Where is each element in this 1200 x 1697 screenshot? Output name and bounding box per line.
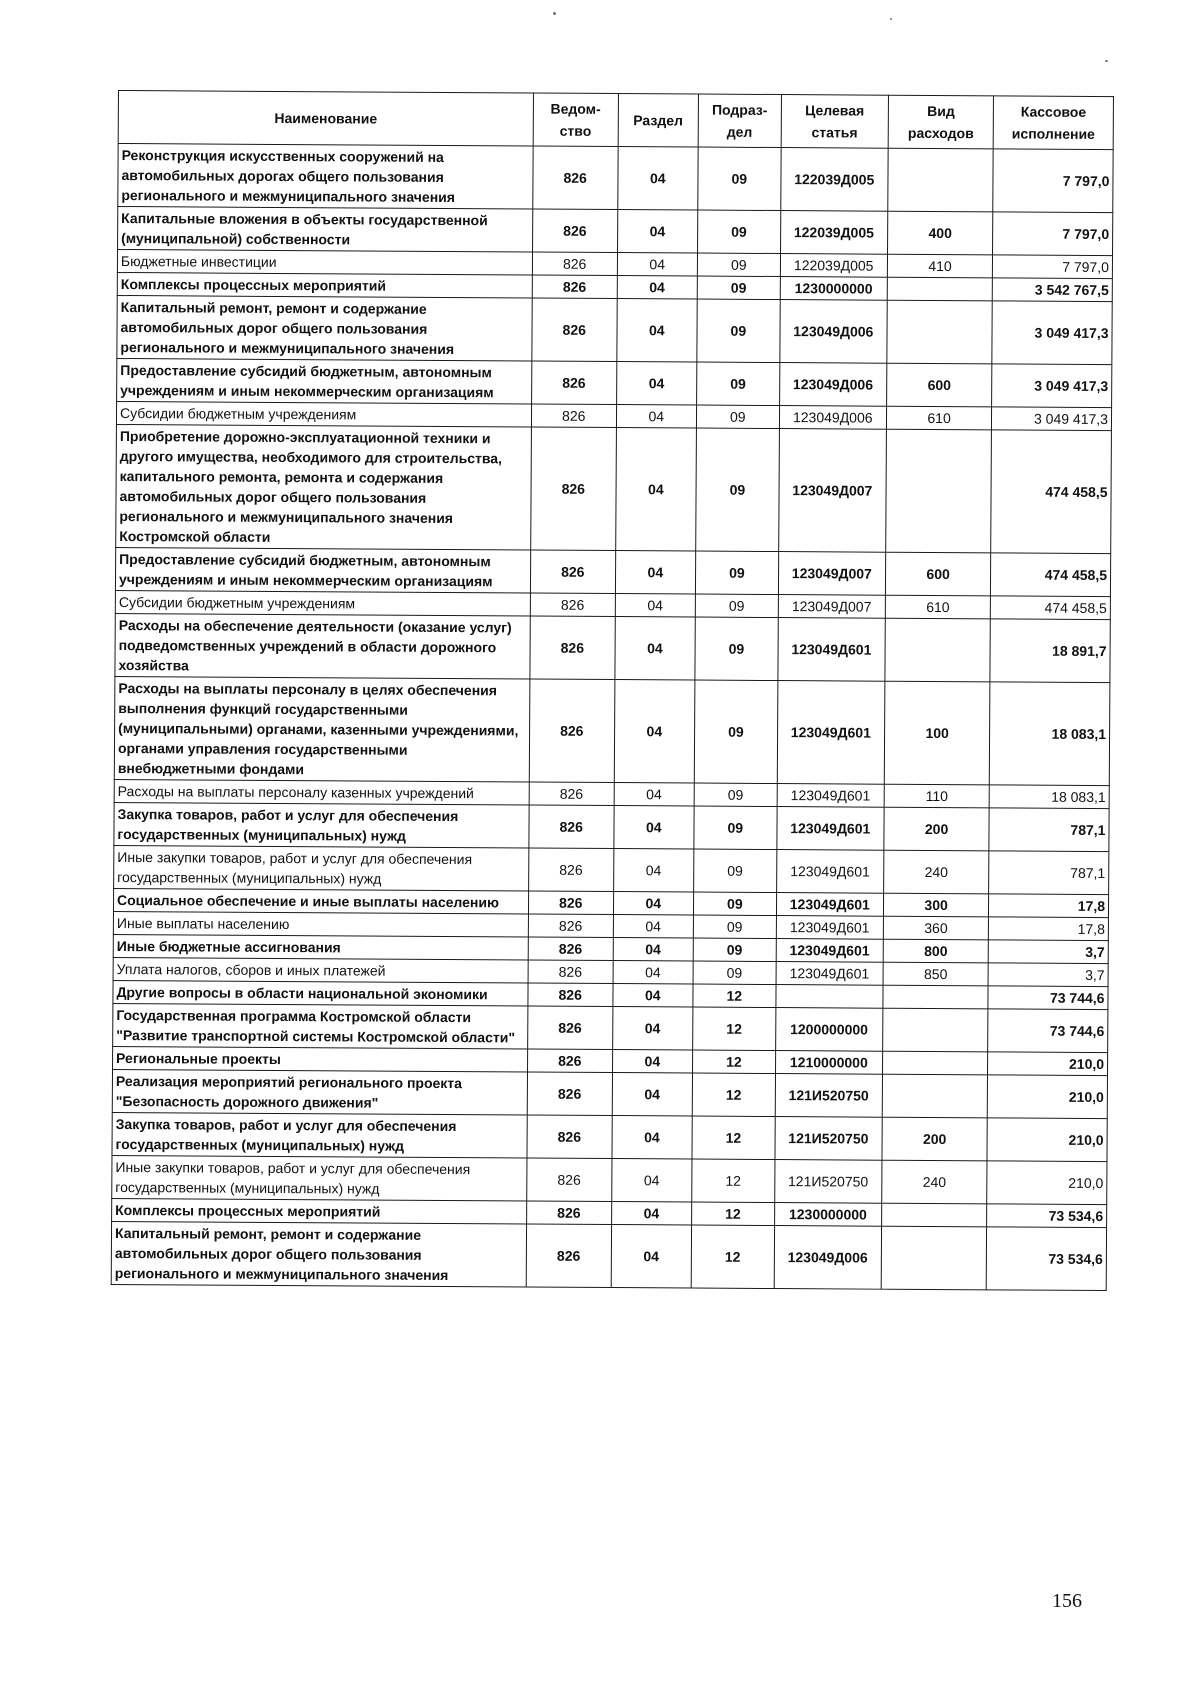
header-vid-raskhodov: Вид расходов — [888, 95, 994, 149]
cell-name: Социальное обеспечение и иные выплаты населению — [113, 888, 528, 914]
header-kassovoe-ispolnenie: Кассовое исполнение — [993, 96, 1113, 150]
cell-vid-raskhodov — [887, 277, 992, 301]
budget-table — [111, 90, 1114, 1291]
cell-vedomstvo: 826 — [528, 937, 613, 961]
cell-razdel: 04 — [614, 617, 695, 680]
cell-celevaya-statya — [776, 985, 883, 1009]
cell-kassovoe-ispolnenie: 474 458,5 — [991, 430, 1112, 554]
cell-name: Уплата налогов, сборов и иных платежей — [113, 957, 528, 983]
cell-podrazdel: 12 — [693, 1007, 776, 1051]
table-row — [116, 424, 1112, 553]
cell-celevaya-statya: 123049Д601 — [777, 784, 884, 808]
cell-kassovoe-ispolnenie: 18 083,1 — [989, 785, 1109, 809]
budget-table-container — [111, 90, 1114, 1291]
cell-kassovoe-ispolnenie: 787,1 — [989, 851, 1109, 895]
cell-celevaya-statya: 121И520750 — [774, 1160, 882, 1204]
cell-podrazdel: 09 — [697, 299, 780, 363]
cell-vid-raskhodov: 600 — [885, 552, 991, 596]
cell-kassovoe-ispolnenie: 210,0 — [987, 1118, 1107, 1162]
cell-celevaya-statya: 123049Д601 — [776, 850, 884, 894]
cell-name: Приобретение дорожно-эксплуатационной техники и другого имущества, необходимого для строительства, капитального ремонта, ремонта и содержания автомобильных дорог общего пользования регионального и межмуниципального значения Костромской области — [116, 424, 532, 550]
header-name: Наименование — [118, 91, 533, 147]
table-body — [111, 144, 1113, 1291]
cell-name: Капитальный ремонт, ремонт и содержание автомобильных дорог общего пользования регионального и межмуниципального значения — [117, 295, 532, 361]
cell-name: Капитальный ремонт, ремонт и содержание автомобильных дорог общего пользования регионального и межмуниципального значения — [111, 1221, 526, 1287]
cell-podrazdel: 12 — [693, 984, 776, 1008]
cell-name: Государственная программа Костромской области "Развитие транспортной системы Костромской области" — [113, 1003, 528, 1049]
table-header-row — [118, 91, 1113, 150]
cell-celevaya-statya: 123049Д006 — [779, 363, 887, 407]
cell-celevaya-statya: 123049Д006 — [779, 300, 887, 364]
cell-vid-raskhodov: 400 — [887, 211, 993, 255]
cell-celevaya-statya: 123049Д006 — [779, 406, 886, 430]
cell-vedomstvo: 826 — [529, 805, 614, 849]
scan-speck — [553, 12, 556, 15]
cell-vid-raskhodov: 610 — [885, 595, 990, 619]
table-row — [117, 295, 1112, 364]
cell-vid-raskhodov: 100 — [884, 681, 990, 785]
cell-razdel: 04 — [616, 362, 697, 405]
cell-name: Предоставление субсидий бюджетным, автономным учреждениям и иным некоммерческим организациям — [117, 358, 532, 404]
cell-podrazdel: 12 — [693, 1050, 776, 1074]
table-row — [112, 1155, 1107, 1204]
cell-vid-raskhodov: 610 — [886, 406, 991, 430]
cell-podrazdel: 09 — [694, 892, 777, 916]
cell-razdel: 04 — [617, 210, 698, 253]
cell-vid-raskhodov: 240 — [884, 850, 990, 894]
cell-razdel: 04 — [614, 680, 695, 783]
cell-podrazdel: 09 — [693, 915, 776, 939]
cell-celevaya-statya: 1230000000 — [774, 1203, 881, 1227]
table-row — [111, 1221, 1106, 1290]
cell-razdel: 04 — [613, 892, 694, 915]
cell-vedomstvo: 826 — [529, 679, 614, 783]
cell-vedomstvo: 826 — [531, 427, 616, 551]
cell-vid-raskhodov: 360 — [883, 916, 988, 940]
cell-vid-raskhodov — [881, 1226, 987, 1290]
cell-kassovoe-ispolnenie: 73 744,6 — [988, 1009, 1108, 1053]
cell-razdel: 04 — [613, 961, 694, 984]
cell-celevaya-statya: 1200000000 — [775, 1008, 883, 1052]
cell-vedomstvo: 826 — [528, 960, 613, 984]
cell-vid-raskhodov: 110 — [884, 784, 989, 808]
cell-celevaya-statya: 122039Д005 — [780, 148, 888, 212]
table-row — [114, 676, 1110, 785]
cell-kassovoe-ispolnenie: 474 458,5 — [991, 596, 1111, 620]
cell-razdel: 04 — [612, 1050, 693, 1073]
table-row — [114, 845, 1109, 894]
cell-name: Комплексы процессных мероприятий — [117, 272, 532, 298]
cell-kassovoe-ispolnenie: 73 534,6 — [986, 1227, 1106, 1291]
cell-name: Иные выплаты населению — [113, 911, 528, 937]
cell-podrazdel: 09 — [696, 405, 779, 429]
cell-podrazdel: 09 — [694, 783, 777, 807]
header-razdel: Раздел — [618, 94, 699, 147]
cell-kassovoe-ispolnenie: 210,0 — [987, 1161, 1107, 1205]
cell-vedomstvo: 826 — [526, 1224, 611, 1288]
cell-name: Реализация мероприятий регионального проекта "Безопасность дорожного движения" — [112, 1069, 527, 1115]
cell-vedomstvo: 826 — [532, 252, 617, 276]
cell-name: Расходы на выплаты персоналу в целях обеспечения выполнения функций государственными (муниципальными) органами, казенными учреждениями, органами управления государственными внебюджетными фондами — [114, 676, 530, 782]
header-vedomstvo: Ведом- ство — [533, 93, 618, 147]
cell-vid-raskhodov: 800 — [883, 939, 988, 963]
cell-podrazdel: 09 — [697, 276, 780, 300]
header-podrazdel: Подраз- дел — [698, 94, 781, 148]
cell-vedomstvo: 826 — [532, 298, 617, 362]
cell-vedomstvo: 826 — [527, 1072, 612, 1116]
cell-podrazdel: 09 — [697, 362, 780, 406]
table-row — [117, 358, 1112, 407]
cell-vedomstvo: 826 — [530, 593, 615, 617]
cell-vedomstvo: 826 — [532, 209, 617, 253]
cell-celevaya-statya: 123049Д601 — [776, 893, 883, 917]
cell-kassovoe-ispolnenie: 7 797,0 — [993, 149, 1113, 213]
cell-vid-raskhodov: 200 — [884, 807, 990, 851]
cell-vedomstvo: 826 — [529, 782, 614, 806]
cell-podrazdel: 12 — [692, 1159, 775, 1203]
cell-vid-raskhodov — [882, 1074, 988, 1118]
scan-speck — [890, 18, 892, 20]
table-row — [115, 613, 1110, 682]
cell-vid-raskhodov — [883, 985, 988, 1009]
cell-kassovoe-ispolnenie: 3 049 417,3 — [992, 407, 1112, 431]
cell-celevaya-statya: 123049Д601 — [778, 618, 886, 682]
cell-vid-raskhodov: 300 — [883, 893, 988, 917]
cell-vedomstvo: 826 — [528, 914, 613, 938]
cell-vid-raskhodov — [882, 1203, 987, 1227]
cell-podrazdel: 12 — [692, 1116, 775, 1160]
cell-kassovoe-ispolnenie: 474 458,5 — [991, 553, 1111, 597]
cell-vedomstvo: 826 — [527, 1115, 612, 1159]
cell-name: Закупка товаров, работ и услуг для обеспечения государственных (муниципальных) нужд — [114, 802, 529, 848]
cell-podrazdel: 09 — [693, 938, 776, 962]
cell-vid-raskhodov: 850 — [883, 962, 988, 986]
cell-kassovoe-ispolnenie: 73 534,6 — [987, 1204, 1107, 1228]
table-row — [115, 547, 1110, 596]
cell-kassovoe-ispolnenie: 3 049 417,3 — [992, 301, 1112, 365]
cell-kassovoe-ispolnenie: 18 083,1 — [989, 682, 1109, 786]
cell-vedomstvo: 826 — [530, 616, 615, 680]
cell-podrazdel: 09 — [695, 551, 778, 595]
cell-razdel: 04 — [616, 299, 697, 362]
cell-name: Субсидии бюджетным учреждениям — [115, 590, 530, 616]
cell-celevaya-statya: 123049Д601 — [776, 807, 884, 851]
cell-podrazdel: 09 — [696, 428, 779, 552]
cell-name: Капитальные вложения в объекты государственной (муниципальной) собственности — [118, 207, 533, 253]
cell-razdel: 04 — [612, 984, 693, 1007]
cell-kassovoe-ispolnenie: 210,0 — [988, 1052, 1108, 1076]
cell-vid-raskhodov — [885, 618, 991, 682]
cell-kassovoe-ispolnenie: 3,7 — [988, 963, 1108, 987]
cell-razdel: 04 — [615, 428, 696, 551]
cell-vid-raskhodov: 200 — [882, 1117, 988, 1161]
cell-kassovoe-ispolnenie: 787,1 — [989, 808, 1109, 852]
cell-celevaya-statya: 123049Д007 — [778, 429, 886, 553]
cell-razdel: 04 — [617, 253, 698, 276]
cell-name: Иные закупки товаров, работ и услуг для обеспечения государственных (муниципальных) нужд — [114, 845, 529, 891]
cell-razdel: 04 — [612, 1007, 693, 1050]
cell-celevaya-statya: 121И520750 — [775, 1074, 883, 1118]
cell-celevaya-statya: 123049Д601 — [776, 962, 883, 986]
cell-vedomstvo: 826 — [528, 1006, 613, 1050]
cell-vid-raskhodov: 600 — [887, 363, 993, 407]
cell-name: Комплексы процессных мероприятий — [112, 1198, 527, 1224]
cell-celevaya-statya: 123049Д601 — [776, 939, 883, 963]
cell-razdel: 04 — [617, 276, 698, 299]
cell-razdel: 04 — [611, 1202, 692, 1225]
cell-podrazdel: 09 — [694, 806, 777, 850]
cell-podrazdel: 12 — [692, 1073, 775, 1117]
cell-vid-raskhodov — [888, 148, 994, 212]
table-row — [114, 802, 1109, 851]
cell-razdel: 04 — [611, 1159, 692, 1202]
table-row — [112, 1069, 1107, 1118]
cell-razdel: 04 — [612, 1116, 693, 1159]
cell-razdel: 04 — [613, 938, 694, 961]
cell-vedomstvo: 826 — [527, 1049, 612, 1073]
cell-name: Региональные проекты — [113, 1046, 528, 1072]
cell-kassovoe-ispolnenie: 3 542 767,5 — [992, 278, 1112, 302]
cell-vedomstvo: 826 — [532, 361, 617, 405]
cell-celevaya-statya: 123049Д007 — [778, 595, 885, 619]
cell-razdel: 04 — [614, 783, 695, 806]
cell-vedomstvo: 826 — [533, 146, 618, 210]
cell-kassovoe-ispolnenie: 18 891,7 — [990, 619, 1110, 683]
cell-vedomstvo: 826 — [532, 275, 617, 299]
cell-celevaya-statya: 122039Д005 — [780, 254, 887, 278]
cell-celevaya-statya: 123049Д601 — [776, 916, 883, 940]
cell-name: Иные бюджетные ассигнования — [113, 934, 528, 960]
cell-razdel: 04 — [615, 594, 696, 617]
cell-name: Предоставление субсидий бюджетным, автономным учреждениям и иным некоммерческим организациям — [115, 547, 530, 593]
cell-vedomstvo: 826 — [531, 404, 616, 428]
cell-kassovoe-ispolnenie: 73 744,6 — [988, 986, 1108, 1010]
cell-name: Субсидии бюджетным учреждениям — [116, 401, 531, 427]
table-row — [118, 144, 1113, 213]
header-celevaya-statya: Целевая статья — [781, 95, 889, 149]
cell-kassovoe-ispolnenie: 17,8 — [989, 917, 1109, 941]
cell-vid-raskhodov — [883, 1008, 989, 1052]
page-number: 156 — [1052, 1590, 1082, 1612]
cell-kassovoe-ispolnenie: 3 049 417,3 — [992, 364, 1112, 408]
cell-razdel: 04 — [613, 915, 694, 938]
cell-vid-raskhodov — [882, 1051, 987, 1075]
cell-podrazdel: 09 — [694, 680, 777, 784]
cell-vedomstvo: 826 — [528, 891, 613, 915]
cell-kassovoe-ispolnenie: 17,8 — [989, 894, 1109, 918]
cell-razdel: 04 — [612, 1073, 693, 1116]
cell-vedomstvo: 826 — [527, 1201, 612, 1225]
cell-podrazdel: 09 — [698, 210, 781, 254]
cell-vid-raskhodov — [886, 429, 992, 553]
cell-podrazdel: 09 — [695, 617, 778, 681]
cell-celevaya-statya: 123049Д007 — [778, 552, 886, 596]
cell-razdel: 04 — [615, 551, 696, 594]
cell-celevaya-statya: 121И520750 — [775, 1117, 883, 1161]
cell-razdel: 04 — [613, 849, 694, 892]
cell-vedomstvo: 826 — [529, 848, 614, 892]
scan-speck — [1105, 60, 1108, 62]
cell-vedomstvo: 826 — [527, 1158, 612, 1202]
cell-kassovoe-ispolnenie: 210,0 — [987, 1075, 1107, 1119]
cell-razdel: 04 — [611, 1225, 692, 1288]
cell-name: Закупка товаров, работ и услуг для обеспечения государственных (муниципальных) нужд — [112, 1112, 527, 1158]
table-row — [118, 207, 1113, 256]
cell-name: Реконструкция искусственных сооружений на автомобильных дорогах общего пользования регионального и межмуниципального значения — [118, 144, 533, 210]
cell-name: Другие вопросы в области национальной экономики — [113, 980, 528, 1006]
cell-podrazdel: 09 — [693, 961, 776, 985]
cell-kassovoe-ispolnenie: 7 797,0 — [993, 255, 1113, 279]
cell-celevaya-statya: 1230000000 — [780, 277, 887, 301]
cell-podrazdel: 12 — [692, 1202, 775, 1226]
cell-celevaya-statya: 123049Д006 — [774, 1226, 882, 1290]
cell-name: Расходы на выплаты персоналу казенных учреждений — [114, 779, 529, 805]
cell-podrazdel: 09 — [698, 147, 781, 211]
table-row — [112, 1112, 1107, 1161]
cell-celevaya-statya: 122039Д005 — [780, 211, 888, 255]
cell-podrazdel: 09 — [697, 253, 780, 277]
cell-razdel: 04 — [613, 806, 694, 849]
cell-name: Расходы на обеспечение деятельности (оказание услуг) подведомственных учреждений в области дорожного хозяйства — [115, 613, 530, 679]
cell-podrazdel: 09 — [695, 594, 778, 618]
cell-name: Иные закупки товаров, работ и услуг для обеспечения государственных (муниципальных) нужд — [112, 1155, 527, 1201]
cell-celevaya-statya: 123049Д601 — [777, 681, 885, 785]
table-row — [113, 1003, 1108, 1052]
cell-vid-raskhodov: 240 — [882, 1160, 988, 1204]
cell-kassovoe-ispolnenie: 3,7 — [988, 940, 1108, 964]
cell-vedomstvo: 826 — [528, 983, 613, 1007]
cell-podrazdel: 09 — [694, 849, 777, 893]
cell-vid-raskhodov: 410 — [887, 254, 992, 278]
cell-podrazdel: 12 — [691, 1225, 774, 1289]
cell-razdel: 04 — [617, 147, 698, 210]
cell-vedomstvo: 826 — [530, 550, 615, 594]
cell-vid-raskhodov — [887, 300, 993, 364]
cell-name: Бюджетные инвестиции — [117, 250, 532, 276]
cell-razdel: 04 — [616, 405, 697, 428]
cell-celevaya-statya: 1210000000 — [775, 1051, 882, 1075]
cell-kassovoe-ispolnenie: 7 797,0 — [993, 212, 1113, 256]
